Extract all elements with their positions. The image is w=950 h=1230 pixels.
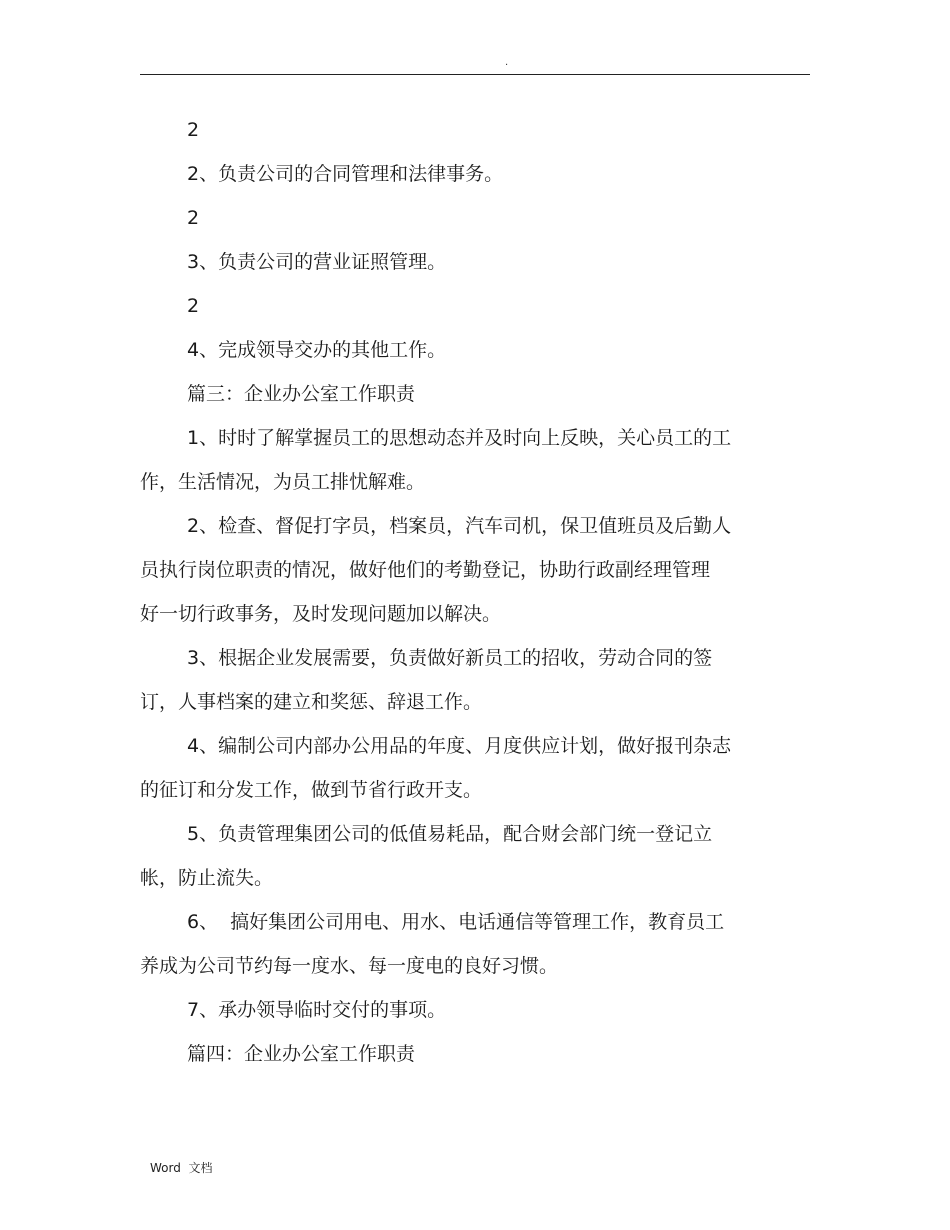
paragraph-line: 帐，防止流失。 [140, 867, 274, 889]
paragraph-line: 订，人事档案的建立和奖惩、辞退工作。 [140, 691, 483, 713]
paragraph-1 [140, 416, 780, 504]
paragraph-line: 的征订和分发工作，做到节省行政开支。 [140, 779, 483, 801]
paragraph-line: 3、根据企业发展需要，负责做好新员工的招收，劳动合同的签 [187, 647, 713, 669]
text-line: 7、承办领导临时交付的事项。 [187, 999, 447, 1021]
paragraph-6 [140, 900, 780, 988]
paragraph-line: 员执行岗位职责的情况，做好他们的考勤登记，协助行政副经理管理 [140, 559, 711, 581]
header-mark: . [505, 57, 509, 68]
section-heading: 篇四：企业办公室工作职责 [187, 1043, 416, 1065]
paragraph-2 [140, 504, 780, 636]
paragraph-line: 好一切行政事务，及时发现问题加以解决。 [140, 603, 502, 625]
header-rule [140, 74, 810, 75]
paragraph-5 [140, 812, 780, 900]
paragraph-line: 2、检查、督促打字员，档案员，汽车司机，保卫值班员及后勤人 [187, 515, 732, 537]
footer-label: Word 文档 [150, 1161, 213, 1175]
text-line: 2 [187, 207, 200, 229]
text-line: 2 [187, 295, 200, 317]
paragraph-line: 养成为公司节约每一度水、每一度电的良好习惯。 [140, 955, 559, 977]
text-line: 3、负责公司的营业证照管理。 [187, 251, 447, 273]
text-line: 2 [187, 119, 200, 141]
paragraph-line: 作，生活情况，为员工排忧解难。 [140, 471, 426, 493]
text-line: 4、完成领导交办的其他工作。 [187, 339, 447, 361]
paragraph-line: 4、编制公司内部办公用品的年度、月度供应计划，做好报刊杂志 [187, 735, 732, 757]
paragraph-line: 6、 搞好集团公司用电、用水、电话通信等管理工作，教育员工 [187, 911, 725, 933]
document-body [140, 108, 780, 1076]
paragraph-line: 1、时时了解掌握员工的思想动态并及时向上反映，关心员工的工 [187, 427, 732, 449]
paragraph-4 [140, 724, 780, 812]
section-heading: 篇三：企业办公室工作职责 [187, 383, 416, 405]
paragraph-3 [140, 636, 780, 724]
paragraph-line: 5、负责管理集团公司的低值易耗品，配合财会部门统一登记立 [187, 823, 713, 845]
text-line: 2、负责公司的合同管理和法律事务。 [187, 163, 504, 185]
